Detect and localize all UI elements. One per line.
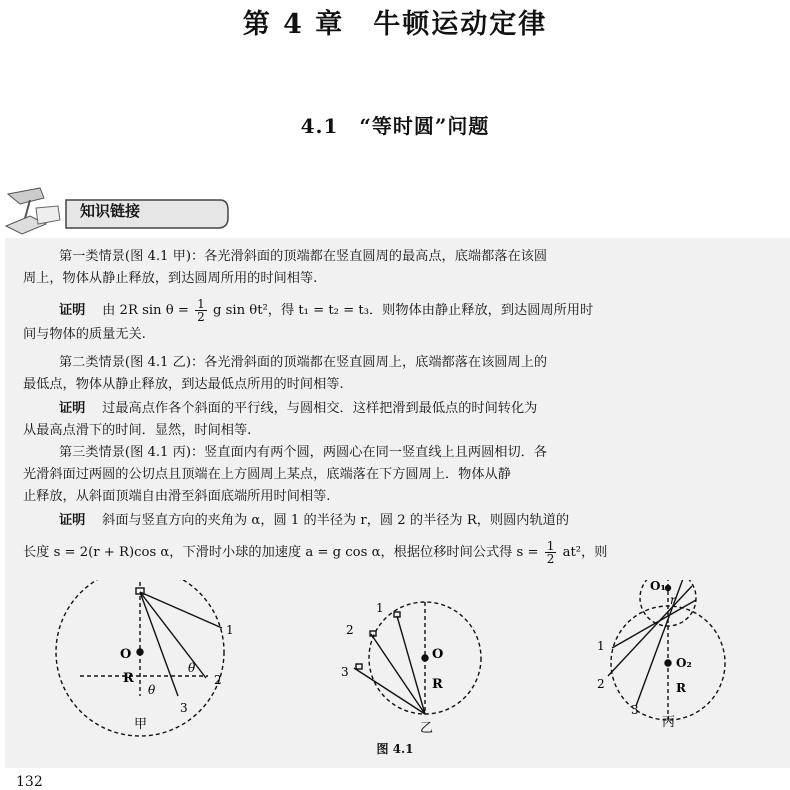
scenario-1-line-2: 周上，物体从静止释放，到达圆周所用的时间相等. xyxy=(23,271,318,286)
scenario-2-line-2: 最低点，物体从静止释放，到达最低点所用的时间相等. xyxy=(23,377,344,392)
bing-label-O2: O₂ xyxy=(676,656,692,670)
figure-4-1 xyxy=(20,580,770,740)
yi-label-O: O xyxy=(432,647,444,662)
jia-label-3: 3 xyxy=(180,701,188,715)
yi-label-1: 1 xyxy=(376,601,384,615)
bing-label-2: 2 xyxy=(597,677,605,691)
proof-2-line-1 xyxy=(23,400,790,418)
proof-1-post: g sin θt²，得 t₁ = t₂ = t₃．则物体由静止释放，到达圆周所用时 xyxy=(212,303,594,318)
jia-label-R: R xyxy=(123,671,134,686)
knowledge-link-label: 知识链接 xyxy=(80,202,141,220)
lamp-icon xyxy=(6,188,60,234)
page-number: 132 xyxy=(16,774,43,790)
jia-label-theta-1: θ xyxy=(188,661,196,675)
proof-label: 证明 xyxy=(59,303,86,318)
bing-label-R: R xyxy=(676,681,686,695)
proof-label: 证明 xyxy=(59,401,86,416)
figure-bing xyxy=(608,580,725,720)
yi-label-3: 3 xyxy=(341,665,349,679)
scenario-1-line-1: 第一类情景(图 4.1 甲)：各光滑斜面的顶端都在竖直圆周的最高点，底端都落在该圆 xyxy=(59,249,548,264)
chapter-title: 第 4 章 牛顿运动定律 xyxy=(242,9,548,40)
figure-caption: 图 4.1 xyxy=(376,742,414,756)
proof-label: 证明 xyxy=(59,513,86,528)
fraction-half: $\frac{1}{2}$ xyxy=(546,539,555,566)
jia-label-2: 2 xyxy=(214,673,222,687)
proof-3-line-1 xyxy=(23,512,790,530)
proof-1-pre: 由 2R sin θ = xyxy=(102,303,189,318)
proof-2-text: 过最高点作各个斜面的平行线，与圆相交．这样把滑到最低点的时间转化为 xyxy=(102,401,538,416)
jia-caption: 甲 xyxy=(134,717,148,732)
yi-label-2: 2 xyxy=(346,623,354,637)
jia-label-1: 1 xyxy=(226,623,234,637)
scenario-2-line-1: 第二类情景(图 4.1 乙)：各光滑斜面的顶端都在竖直圆周上，底端都落在该圆周上的 xyxy=(59,355,548,370)
scenario-3-line-3: 止释放，从斜面顶端自由滑至斜面底端所用时间相等. xyxy=(23,489,331,504)
proof-1-line-2: 间与物体的质量无关. xyxy=(23,327,146,342)
bing-label-r: r xyxy=(670,593,676,607)
scenario-3-line-2: 光滑斜面过两圆的公切点且顶端在上方圆周上某点，底端落在下方圆周上．物体从静 xyxy=(23,467,511,482)
fraction-half: $\frac{1}{2}$ xyxy=(197,297,205,324)
yi-label-R: R xyxy=(432,677,443,692)
proof-1-line-1 xyxy=(23,298,790,323)
jia-label-O: O xyxy=(120,647,132,662)
proof-3-line-2: 长度 s = 2(r + R)cos α，下滑时小球的加速度 a = g cos α，根据位移时间公式得 s = $\frac{1}{2}$ at²，则 xyxy=(23,539,608,566)
bing-label-1: 1 xyxy=(597,639,605,653)
bing-label-O1: O₁ xyxy=(650,580,666,593)
scenario-3-line-1: 第三类情景(图 4.1 丙)：竖直面内有两个圆，两圆心在同一竖直线上且两圆相切．各 xyxy=(59,445,548,460)
bing-caption: 丙 xyxy=(662,715,676,730)
figure-yi xyxy=(354,602,481,714)
bing-label-3: 3 xyxy=(631,703,639,717)
proof-2-line-2: 从最高点滑下的时间．显然，时间相等. xyxy=(23,423,252,438)
yi-caption: 乙 xyxy=(420,721,434,736)
jia-label-theta-2: θ xyxy=(148,683,156,697)
figure-jia xyxy=(56,580,224,736)
proof-3-text: 斜面与竖直方向的夹角为 α，圆 1 的半径为 r，圆 2 的半径为 R，则圆内轨道的 xyxy=(102,513,570,528)
section-title: 4.1 “等时圆”问题 xyxy=(300,114,490,138)
